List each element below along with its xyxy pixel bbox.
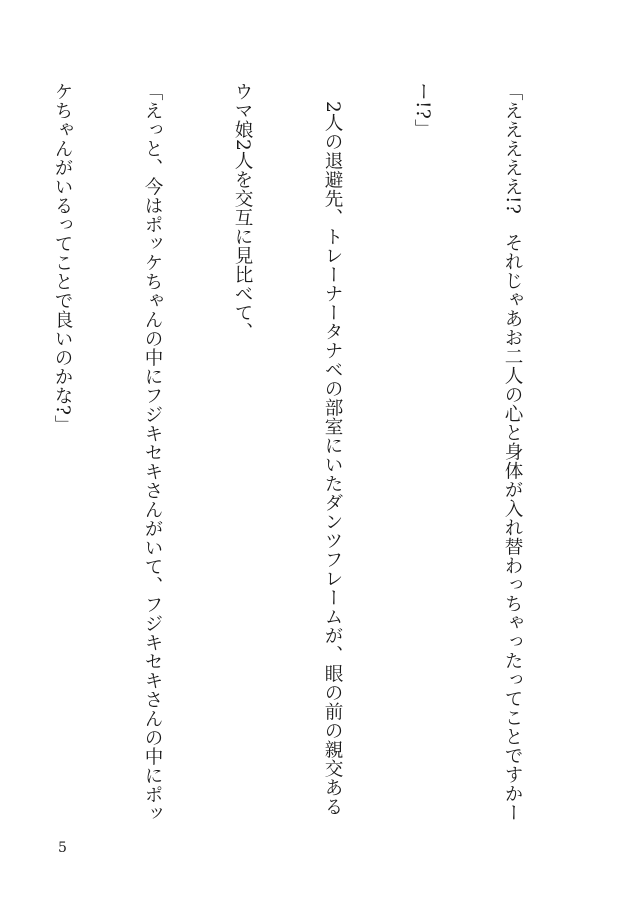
text-line: 「えええええ!? それじゃあお二人の心と身体が入れ替わっちゃったってことですかー xyxy=(502,82,523,823)
text-line: 「えっと、今はポッケちゃんの中にフジキセキさんがいて、フジキセキさんの中にポッ xyxy=(142,82,163,823)
text-line: ウマ娘2人を交互に見比べて、 xyxy=(232,82,253,342)
text-line: ケちゃんがいるってことで良いのかな?」 xyxy=(52,82,73,435)
text-line: ー!?」 xyxy=(412,82,433,139)
text-line: 2人の退避先、トレーナータナベの部室にいたダンツフレームが、眼の前の親交ある xyxy=(322,82,343,817)
vertical-text-body xyxy=(0,82,587,822)
page-number: 5 xyxy=(58,840,67,856)
